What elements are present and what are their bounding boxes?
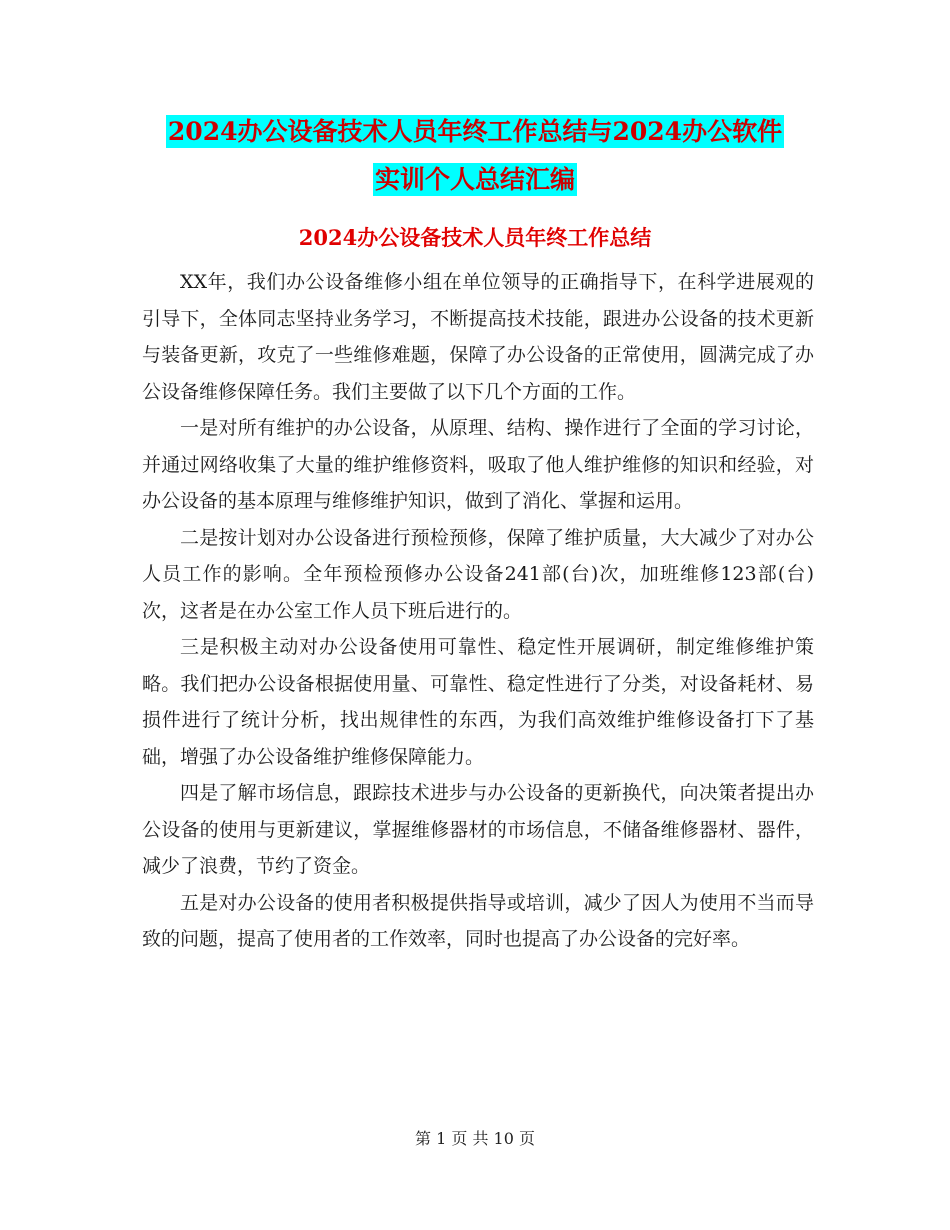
page-number-footer: 第 1 页 共 10 页	[415, 1129, 535, 1148]
paragraph-3: 三是积极主动对办公设备使用可靠性、稳定性开展调研，制定维修维护策略。我们把办公设备根据使用量、可靠性、稳定性进行了分类，对设备耗材、易损件进行了统计分析，找出规律性的东西，为我们高效维护维修设备打下了基础，增强了办公设备维护维修保障能力。	[142, 636, 814, 768]
title-line-1: 2024办公设备技术人员年终工作总结与2024办公软件	[167, 117, 783, 146]
body-text	[142, 264, 814, 958]
paragraph-intro: XX年，我们办公设备维修小组在单位领导的正确指导下，在科学进展观的引导下，全体同志坚持业务学习，不断提高技术技能，跟进办公设备的技术更新与装备更新，攻克了一些维修难题，保障了办公设备的正常使用，圆满完成了办公设备维修保障任务。我们主要做了以下几个方面的工作。	[142, 271, 814, 403]
paragraph-4: 四是了解市场信息，跟踪技术进步与办公设备的更新换代，向决策者提出办公设备的使用与更新建议，掌握维修器材的市场信息，不储备维修器材、器件，减少了浪费，节约了资金。	[142, 782, 814, 877]
paragraph-2: 二是按计划对办公设备进行预检预修，保障了维护质量，大大减少了对办公人员工作的影响。全年预检预修办公设备241部(台)次，加班维修123部(台)次，这者是在办公室工作人员下班后进行的。	[142, 526, 814, 622]
paragraph-1: 一是对所有维护的办公设备，从原理、结构、操作进行了全面的学习讨论，并通过网络收集了大量的维护维修资料，吸取了他人维护维修的知识和经验，对办公设备的基本原理与维修维护知识，做到了消化、掌握和运用。	[142, 417, 814, 512]
section-heading: 2024办公设备技术人员年终工作总结	[298, 225, 652, 250]
title-line-2: 实训个人总结汇编	[374, 165, 575, 194]
document-title	[0, 108, 950, 204]
paragraph-5: 五是对办公设备的使用者积极提供指导或培训，减少了因人为使用不当而导致的问题，提高了使用者的工作效率，同时也提高了办公设备的完好率。	[142, 891, 814, 950]
